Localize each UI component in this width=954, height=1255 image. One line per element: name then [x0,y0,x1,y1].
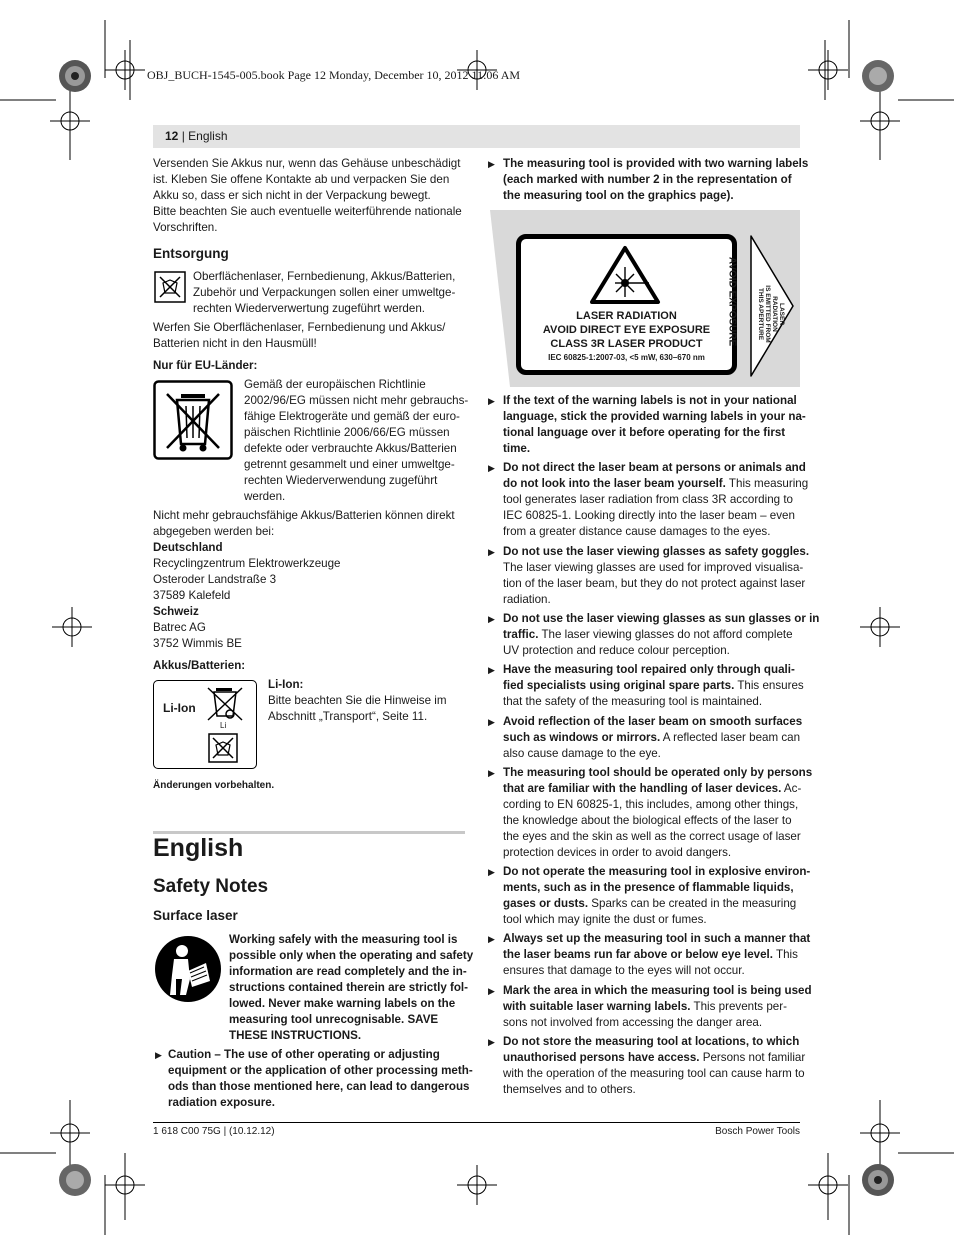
entsorgung-heading: Entsorgung [153,246,229,261]
address-label-de: Deutschland [153,541,223,554]
label-side-text: AVOID EXPOSURE [726,256,738,347]
bullet-arrow-icon: ▶ [488,934,495,944]
storage-paragraph: Do not store the measuring tool at locations, to which unauthorised persons have access. Persons not familiar with the operation of the measuring tool can cause harm to themselves and to others. [503,1035,806,1096]
caution-paragraph: Caution – The use of other operating or adjusting equipment or the application of other processing meth- ods than those mentioned here, can lead to dangerous radiation exposure. [168,1048,473,1109]
page-header: 12 | English [153,125,800,148]
print-slug: OBJ_BUCH-1545-005.book Page 12 Monday, December 10, 2012 11:06 AM [147,68,521,82]
bullet-arrow-icon: ▶ [488,547,495,557]
label-line-1: LASER RADIATION [576,310,677,322]
bullet-arrow-icon: ▶ [488,986,495,996]
header-section: English [188,129,228,143]
werfen-paragraph: Werfen Sie Oberflächenlaser, Fernbedienung und Akkus/ Batterien nicht in den Hausmüll! [153,321,446,350]
sun-glasses-paragraph: Do not use the laser viewing glasses as sun glasses or in traffic. The laser viewing glasses do not afford complete UV protection and reduce colour perception. [503,612,820,657]
bullet-arrow-icon: ▶ [488,1037,495,1047]
bullet-arrow-icon: ▶ [488,665,495,675]
page-number: 12 [165,129,179,143]
crossed-bin-icon [153,380,233,460]
entsorgung-text: Oberflächenlaser, Fernbedienung, Akkus/Batterien, Zubehör und Verpackungen sollen einer umweltge- rechten Wiederverwertung zugeführt werden. [193,270,456,315]
recycle-disposal-icon [154,271,186,303]
eu-heading: Nur für EU-Länder: [153,359,258,372]
bullet-arrow-icon: ▶ [488,867,495,877]
setup-paragraph: Always set up the measuring tool in such a manner that the laser beams run far above or below eye level. This ensures that damage to the eyes will not occur. [503,932,811,977]
laser-beam-paragraph: Do not direct the laser beam at persons or animals and do not look into the laser beam yourself. This measuring tool generates laser radiation from class 3R according to IEC 60825-1. Looking directly into the laser beam – even from a greater distance cause damages to the eyes. [503,461,809,538]
address-label-ch: Schweiz [153,605,199,618]
changes-reserved: Änderungen vorbehalten. [153,780,275,791]
working-safely-paragraph: Working safely with the measuring tool is possible only when the operating and safety information are read completely and the in- structions contained therein are strictly fol- lowed. Never make warning labels on the measuring tool unrecognisable. SAVE THESE INSTRUCTIONS. [229,933,474,1042]
laser-hazard-icon [589,245,661,305]
label-line-3: CLASS 3R LASER PRODUCT [550,338,703,350]
liion-text: Li-Ion: Bitte beachten Sie die Hinweise im Abschnitt „Transport“, Seite 11. [268,678,447,723]
footer-code: 1 618 C00 75G | (10.12.12) [153,1126,275,1137]
bullet-arrow-icon: ▶ [488,717,495,727]
safety-goggles-paragraph: Do not use the laser viewing glasses as safety goggles. The laser viewing glasses are used for improved visualisa- tion of the laser beam, but they do not protect against laser radiation. [503,545,810,606]
reflection-paragraph: Avoid reflection of the laser beam on smooth surfaces such as windows or mirrors. A reflected laser beam can also cause damage to the eye. [503,715,803,760]
bullet-arrow-icon: ▶ [488,463,495,473]
footer-rule [153,1122,800,1123]
surface-laser-title: Surface laser [153,908,238,923]
eu-text: Gemäß der europäischen Richtlinie 2002/96/EG müssen nicht mehr gebrauchs- fähige Elektrogeräte und gemäß der euro- päischen Richtlinie 2006/66/EG müssen defekte oder verbrauchte Akkus/Batterien getrennt gesammelt und einer umweltge- rechten Wiederverwendung zugeführt werden. [244,378,469,503]
mark-area-paragraph: Mark the area in which the measuring tool is being used with suitable laser warning labels. This prevents per- sons not involved from accessing the danger area. [503,984,812,1029]
label-line-2: AVOID DIRECT EYE EXPOSURE [542,324,711,336]
bullet-arrow-icon: ▶ [488,396,495,406]
bullet-arrow-icon: ▶ [488,159,495,169]
bullet-arrow-icon: ▶ [488,614,495,624]
addresses: Nicht mehr gebrauchsfähige Akkus/Batterien können direkt abgegeben werden bei: Deutschland Recyclingzentrum Elektrowerkzeuge Osteroder Landstraße 3 37589 Kalefeld Schweiz Batrec AG 3752 Wimmis BE [153,508,465,652]
recycle-small-icon [208,733,238,763]
english-title: English [153,834,244,862]
safety-notes-title: Safety Notes [153,876,269,897]
liion-badge: Li-Ion [163,701,196,715]
explosive-paragraph: Do not operate the measuring tool in explosive environ- ments, such as in the presence of flammable liquids, gases or dusts. Sparks can be created in the measuring tool which may ignite the dust or fumes. [503,865,811,926]
footer-brand: Bosch Power Tools [715,1126,800,1137]
crossed-bin-small-icon [204,684,246,724]
laser-warning-label-graphic: LASER RADIATION AVOID DIRECT EYE EXPOSURE CLASS 3R LASER PRODUCT IEC 60825-1:2007-03, <5 mW, 630–670 nm AVOID EXPOSURE LASER RADIATION IS EMITTED FROM THIS APERTURE [490,210,800,387]
operators-paragraph: The measuring tool should be operated only by persons that are familiar with the handling of laser devices. Ac- cording to EN 60825-1, this includes, among other things, the knowledge about the biological effects of the laser to the eyes and the skin as well as the correct usage of laser protection devices in order to avoid dangers. [503,766,813,859]
label-main-panel [516,234,737,375]
bullet-arrow-icon: ▶ [155,1050,162,1060]
intro-paragraph: Versenden Sie Akkus nur, wenn das Gehäuse unbeschädigt ist. Kleben Sie offene Kontakte ab und verpacken Sie den Akku so, dass er sich nicht in der Verpackung bewegt. Bitte beachten Sie auch eventuelle weiterführende nationale Vorschriften. [153,157,462,234]
label-line-4: IEC 60825-1:2007-03, <5 mW, 630–670 nm [548,353,705,362]
national-language-paragraph: If the text of the warning labels is not in your national language, stick the provided warning labels in your na- tional language over it before operating for the first time. [503,394,806,455]
read-manual-icon [154,935,222,1003]
liion-symbol-box: Li-Ion Li [153,680,257,769]
repair-paragraph: Have the measuring tool repaired only through quali- fied specialists using original spare parts. This ensures that the safety of the measuring tool is maintained. [503,663,804,708]
warning-labels-paragraph: The measuring tool is provided with two warning labels (each marked with number 2 in the representation of the measuring tool on the graphics page). [503,157,809,202]
akkus-heading: Akkus/Batterien: [153,659,246,672]
bullet-arrow-icon: ▶ [488,768,495,778]
